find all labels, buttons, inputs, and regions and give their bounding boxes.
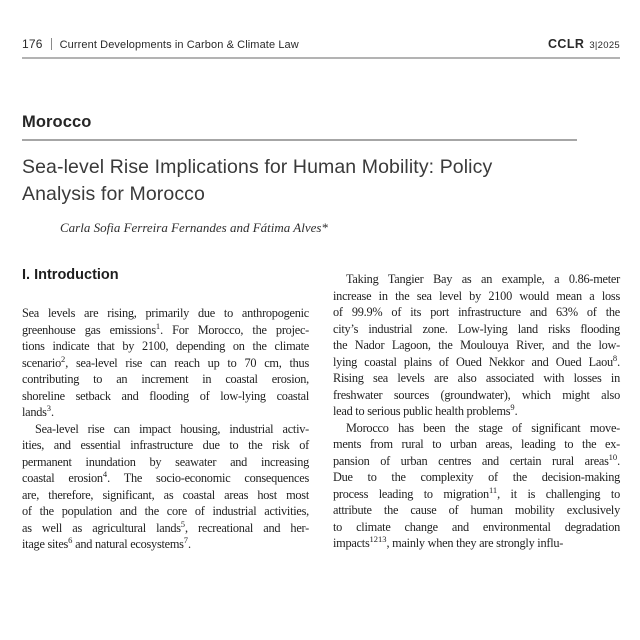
intro-heading: I. Introduction [22, 267, 119, 283]
running-head-right [548, 37, 620, 51]
paragraph: Taking Tangier Bay as an example, a 0.86-meter increase in the sea level by 2100 would mean a loss of 99.9% of its port infrastructure and 63% of the city’s industrial zone. Low-lying land risks flooding the Nador Lagoon, the Moulouya River, and the low- lying coastal plains of Oued Nekkor and Oued Laou$^8$. Rising sea levels are also associated with losses in freshwater sources (groundwater), which might also lead to serious public health problems$^9$. [333, 272, 620, 418]
article-title: Sea-level Rise Implications for Human Mobility: Policy Analysis for Morocco [22, 156, 493, 205]
section-rule [22, 139, 577, 141]
body-columns [22, 266, 620, 553]
paragraph: Sea levels are rising, primarily due to anthropogenic greenhouse gas emissions$^1$. For Morocco, the projec- tions indicate that by 2100, depending on the climate scenario$^2$, sea-level rise can reach up to 70 cm, thus contributing to an increment in coastal erosion, shoreline setback and flooding of low-lying coastal lands$^3$. [22, 306, 309, 419]
right-column [333, 266, 620, 553]
running-head-left [22, 36, 299, 51]
journal-issue: 3|2025 [589, 40, 620, 51]
running-head [22, 36, 620, 51]
section-label: Morocco [22, 113, 92, 131]
journal-title: Current Developments in Carbon & Climate Law [59, 39, 299, 51]
journal-abbrev: CCLR [547, 37, 585, 51]
paragraph: Sea-level rise can impact housing, industrial activ- ities, and essential infrastructure due to the risk of permanent inundation by seawater and increasing coastal erosion$^4$. The socio-economic consequences are, therefore, significant, as coastal areas host most of the population and the core of industrial activities, as well as agricultural lands$^5$, recreational and her- itage sites$^6$ and natural ecosystems$^7$. [22, 421, 309, 551]
left-column [22, 266, 309, 553]
article-authors: Carla Sofia Ferreira Fernandes and Fátima Alves* [60, 220, 328, 235]
paragraph: Morocco has been the stage of significant move- ments from rural to urban areas, leading to the ex- pansion of urban centres and certain rural areas$^{10}$. Due to the complexity of the decision-making process leading to migration$^{11}$, it is challenging to attribute the cause of human mobility exclusively to climate change and environmental degradation impacts$^{1213}$, mainly when they are strongly influ- [333, 420, 620, 550]
header-rule [22, 57, 620, 59]
page-number: 176 [22, 37, 43, 51]
header-divider [51, 38, 52, 50]
